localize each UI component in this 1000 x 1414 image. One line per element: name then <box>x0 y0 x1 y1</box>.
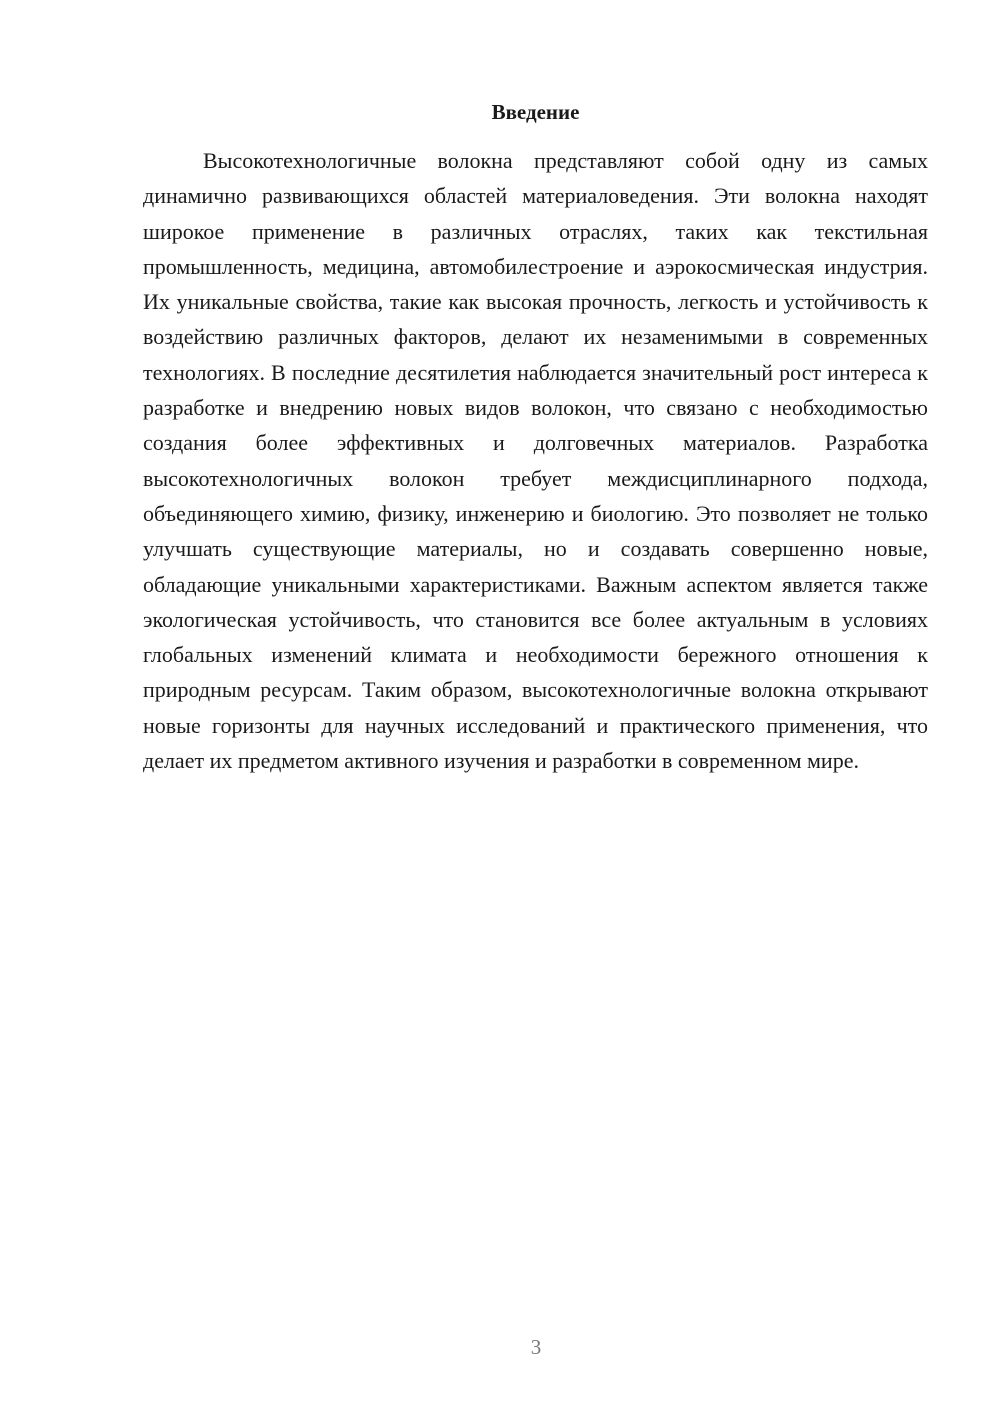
body-paragraph: Высокотехнологичные волокна представляют собой одну из самых динамично развивающихся областей материаловедения. Эти волокна находят широкое применение в различных отраслях, таких как текстильная промышленность, медицина, автомобилестроение и аэрокосмическая индустрия. Их уникальные свойства, такие как высокая прочность, легкость и устойчивость к воздействию различных факторов, делают их незаменимыми в современных технологиях. В последние десятилетия наблюдается значительный рост интереса к разработке и внедрению новых видов волокон, что связано с необходимостью создания более эффективных и долговечных материалов. Разработка высокотехнологичных волокон требует междисциплинарного подхода, объединяющего химию, физику, инженерию и биологию. Это позволяет не только улучшать существующие материалы, но и создавать совершенно новые, обладающие уникальными характеристиками. Важным аспектом является также экологическая устойчивость, что становится все более актуальным в условиях глобальных изменений климата и необходимости бережного отношения к природным ресурсам. Таким образом, высокотехнологичные волокна открывают новые горизонты для научных исследований и практического применения, что делает их предметом активного изучения и разработки в современном мире. <box>143 148 928 774</box>
page-number: 3 <box>530 1335 542 1359</box>
section-heading: Введение <box>491 100 580 124</box>
